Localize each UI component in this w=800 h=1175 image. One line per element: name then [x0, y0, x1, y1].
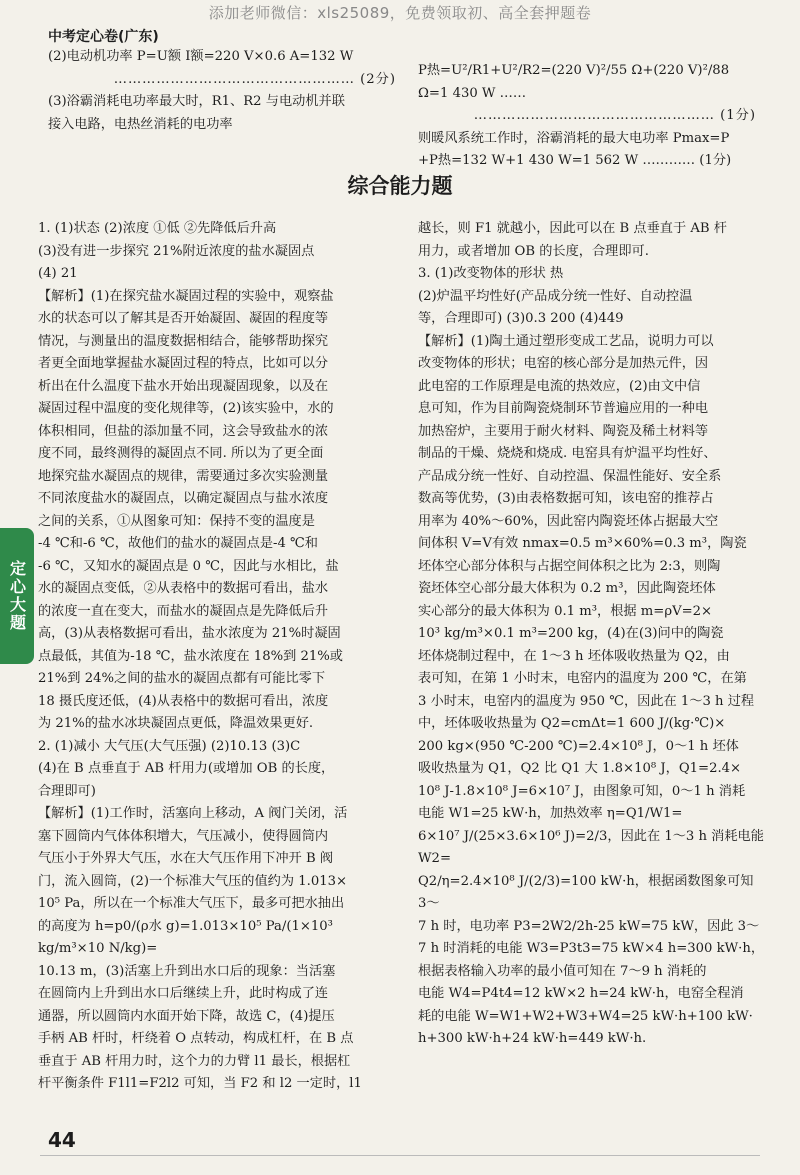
text-line: 7 h 时，电功率 P3=2W2/2h-25 kW=75 kW，因此 3～ [418, 918, 760, 934]
text-line: Q2/η=2.4×10⁸ J/(2/3)=100 kW·h，根据函数图象可知 3～ [418, 873, 754, 911]
text-line: 垂直于 AB 杆用力时，这个力的力臂 l1 最长，根据杠 [38, 1053, 351, 1069]
text-line: 根据表格输入功率的最小值可知在 7～9 h 消耗的 [418, 963, 707, 979]
text-line: 门，流入圆筒，(2)一个标准大气压的值约为 1.013× [38, 873, 348, 889]
text-line: 度不同，最终测得的凝固点不同. 所以为了更全面 [38, 446, 324, 461]
text-line: 10³ kg/m³×0.1 m³=200 kg，(4)在(3)问中的陶瓷 [418, 626, 724, 641]
text-line: 等，合理即可) (3)0.3 200 (4)449 [418, 311, 624, 326]
text-line: 瓷坯体空心部分最大体积为 0.2 m³，因此陶瓷坯体 [418, 581, 716, 596]
text-line: 塞下圆筒内气体体积增大，气压减小，使得圆筒内 [38, 828, 329, 844]
text-line: 10⁸ J-1.8×10⁸ J=6×10⁷ J，由图象可知，0～1 h 消耗 [418, 783, 746, 799]
text-line: 表可知，在第 1 小时末，电窑内的温度为 200 ℃，在第 [418, 671, 747, 686]
text-line: 之间的关系，①从图象可知：保持不变的温度是 [38, 513, 315, 529]
section-title: 综合能力题 [347, 174, 453, 198]
text-line: 间体积 V=V有效 nmax=0.5 m³×60%=0.3 m³，陶瓷 [418, 536, 747, 551]
text-line: 电能 W1=25 kW·h，加热效率 η=Q1/W1= [418, 806, 683, 821]
text-line: 不同浓度盐水的凝固点，以确定凝固点与盐水浓度 [38, 491, 329, 506]
text-line: 高，(3)从表格数据可看出，盐水浓度为 21%时凝固 [38, 626, 341, 641]
text-line: 越长，则 F1 就越小，因此可以在 B 点垂直于 AB 杆 [418, 221, 727, 236]
formula-line: P热=U²/R1+U²/R2=(220 V)²/55 Ω+(220 V)²/88 Ω=1 430 W …… [418, 63, 730, 101]
text-line: 的浓度一直在变大，而盐水的凝固点是先降低后升 [38, 603, 329, 619]
text-line: 合理即可) [38, 783, 96, 799]
text-line: 用率为 40%～60%，因此窑内陶瓷坯体占据最大空 [418, 513, 719, 529]
text-line: 6×10⁷ J/(25×3.6×10⁶ J)=2/3，因此在 1～3 h 消耗电能 W2= [418, 828, 764, 866]
watermark-banner: 添加老师微信：xls25089，免费领取初、高全套押题卷 [208, 4, 592, 22]
text-line: (2)电动机功率 P=U额 I额=220 V×0.6 A=132 W [48, 49, 354, 64]
text-line: 7 h 时消耗的电能 W3=P3t3=75 kW×4 h=300 kW·h， [418, 941, 765, 956]
text-line: …………………………………………… (1分) [473, 108, 756, 123]
text-line: 者更全面地掌握盐水凝固过程的特点，比如可以分 [38, 356, 329, 371]
text-line: 改变物体的形状；电窑的核心部分是加热元件，因 [418, 356, 709, 371]
text-line: 息可知，作为目前陶瓷烧制环节普遍应用的一种电 [418, 401, 709, 416]
text-line: 接入电路，电热丝消耗的电功率 [48, 116, 233, 132]
text-line: 21%到 24%之间的盐水的凝固点都有可能比零下 [38, 671, 326, 686]
text-line: -6 ℃，又知水的凝固点是 0 ℃，因此与水相比，盐 [38, 558, 339, 574]
text-line: 坯体烧制过程中，在 1～3 h 坯体吸收热量为 Q2，由 [418, 648, 730, 664]
text-line: 凝固过程中温度的变化规律等，(2)该实验中，水的 [38, 401, 334, 416]
text-line: 耗的电能 W=W1+W2+W3+W4=25 kW·h+100 kW· [418, 1008, 753, 1024]
top-right-block [418, 60, 756, 173]
text-line: 点最低，其值为-18 ℃，盐水浓度在 18%到 21%或 [38, 648, 343, 664]
text-line: 电能 W4=P4t4=12 kW×2 h=24 kW·h，电窑全程消 [418, 986, 744, 1001]
text-line: (4)在 B 点垂直于 AB 杆用力(或增加 OB 的长度， [38, 761, 335, 776]
text-line: 地探究盐水凝固点的规律，需要通过多次实验测量 [38, 468, 329, 484]
text-line: 水的凝固点变低，②从表格中的数据可看出，盐水 [38, 581, 329, 596]
text-line: 制品的干燥、烧烧和烧成. 电窑具有炉温平均性好、 [418, 446, 717, 461]
text-line: (2)炉温平均性好(产品成分统一性好、自动控温 [418, 288, 693, 304]
text-line: 3 小时末，电窑内的温度为 950 ℃，因此在 1～3 h 过程 [418, 693, 755, 709]
text-line: 析出在什么温度下盐水开始出现凝固现象，以及在 [38, 378, 329, 394]
side-tab: 定心大题 [0, 528, 34, 664]
top-left-block [48, 46, 396, 136]
text-line: 1. (1)状态 (2)浓度 ①低 ②先降低后升高 [38, 221, 277, 236]
text-line: 坯体空心部分体积与占据空间体积之比为 2:3，则陶 [418, 558, 721, 574]
text-line: 18 摄氏度还低，(4)从表格中的数据可看出，浓度 [38, 693, 329, 709]
text-line: 水的状态可以了解其是否开始凝固、凝固的程度等 [38, 311, 329, 326]
text-line: 吸收热量为 Q1，Q2 比 Q1 大 1.8×10⁸ J，Q1=2.4× [418, 761, 742, 776]
text-line: 则暖风系统工作时，浴霸消耗的最大电功率 Pmax=P [418, 130, 730, 146]
page-number: 44 [48, 1128, 76, 1152]
text-line: 产品成分统一性好、自动控温、保温性能好、安全系 [418, 468, 722, 484]
text-line: 杆平衡条件 F1l1=F2l2 可知，当 F2 和 l2 一定时，l1 [38, 1076, 362, 1091]
text-line: -4 ℃和-6 ℃，故他们的盐水的凝固点是-4 ℃和 [38, 536, 318, 551]
text-line: 手柄 AB 杆时，杆绕着 O 点转动，构成杠杆，在 B 点 [38, 1031, 354, 1046]
text-line: 3. (1)改变物体的形状 热 [418, 266, 564, 281]
text-line: 10.13 m，(3)活塞上升到出水口后的现象：当活塞 [38, 963, 336, 979]
text-line: 【解析】(1)陶土通过塑形变成工艺品，说明力可以 [418, 333, 714, 349]
text-line: 体积相同，但盐的添加量不同，这会导致盐水的浓 [38, 423, 329, 439]
text-line: 2. (1)减小 大气压(大气压强) (2)10.13 (3)C [38, 738, 301, 754]
text-line: 【解析】(1)工作时，活塞向上移动，A 阀门关闭，活 [38, 806, 348, 821]
text-line: …………………………………………… (2分) [113, 71, 396, 87]
text-line: 200 kg×(950 ℃-200 ℃)=2.4×10⁸ J，0～1 h 坯体 [418, 738, 739, 754]
right-answer-column [418, 218, 766, 1051]
text-line: (3)浴霸消耗电功率最大时，R1、R2 与电动机并联 [48, 94, 345, 109]
text-line: 数高等优势，(3)由表格数据可知，该电窑的推荐占 [418, 491, 714, 506]
text-line: 中，坯体吸收热量为 Q2=cmΔt=1 600 J/(kg·℃)× [418, 716, 726, 731]
text-line: 通器，所以圆筒内水面开始下降，故选 C，(4)提压 [38, 1008, 335, 1024]
text-line: +P热=132 W+1 430 W=1 562 W ………… (1分) [418, 153, 732, 168]
divider [40, 1155, 760, 1156]
text-line: 气压小于外界大气压，水在大气压作用下冲开 B 阀 [38, 851, 334, 866]
text-line: 为 21%的盐水冰块凝固点更低，降温效果更好. [38, 716, 314, 731]
text-line: 在圆筒内上升到出水口后继续上升，此时构成了连 [38, 986, 329, 1001]
text-line: 实心部分的最大体积为 0.1 m³，根据 m=ρV=2× [418, 603, 713, 619]
text-line: 此电窑的工作原理是电流的热效应，(2)由文中信 [418, 378, 701, 394]
left-answer-column [38, 218, 402, 1096]
text-line: 10⁵ Pa，所以在一个标准大气压下，最多可把水抽出 [38, 896, 345, 911]
text-line: h+300 kW·h+24 kW·h=449 kW·h. [418, 1031, 647, 1046]
text-line: 【解析】(1)在探究盐水凝固过程的实验中，观察盐 [38, 288, 334, 304]
text-line: 用力，或者增加 OB 的长度，合理即可. [418, 243, 649, 259]
text-line: (4) 21 [38, 266, 78, 281]
text-line: (3)没有进一步探究 21%附近浓度的盐水凝固点 [38, 243, 315, 259]
text-line: 的高度为 h=p0/(ρ水 g)=1.013×10⁵ Pa/(1×10³ kg/m³×10 N/kg)= [38, 918, 333, 956]
series-title: 中考定心卷(广东) [48, 29, 159, 45]
text-line: 加热窑炉，主要用于耐火材料、陶瓷及稀土材料等 [418, 423, 709, 439]
text-line: 情况，与测量出的温度数据相结合，能够帮助探究 [38, 333, 329, 349]
